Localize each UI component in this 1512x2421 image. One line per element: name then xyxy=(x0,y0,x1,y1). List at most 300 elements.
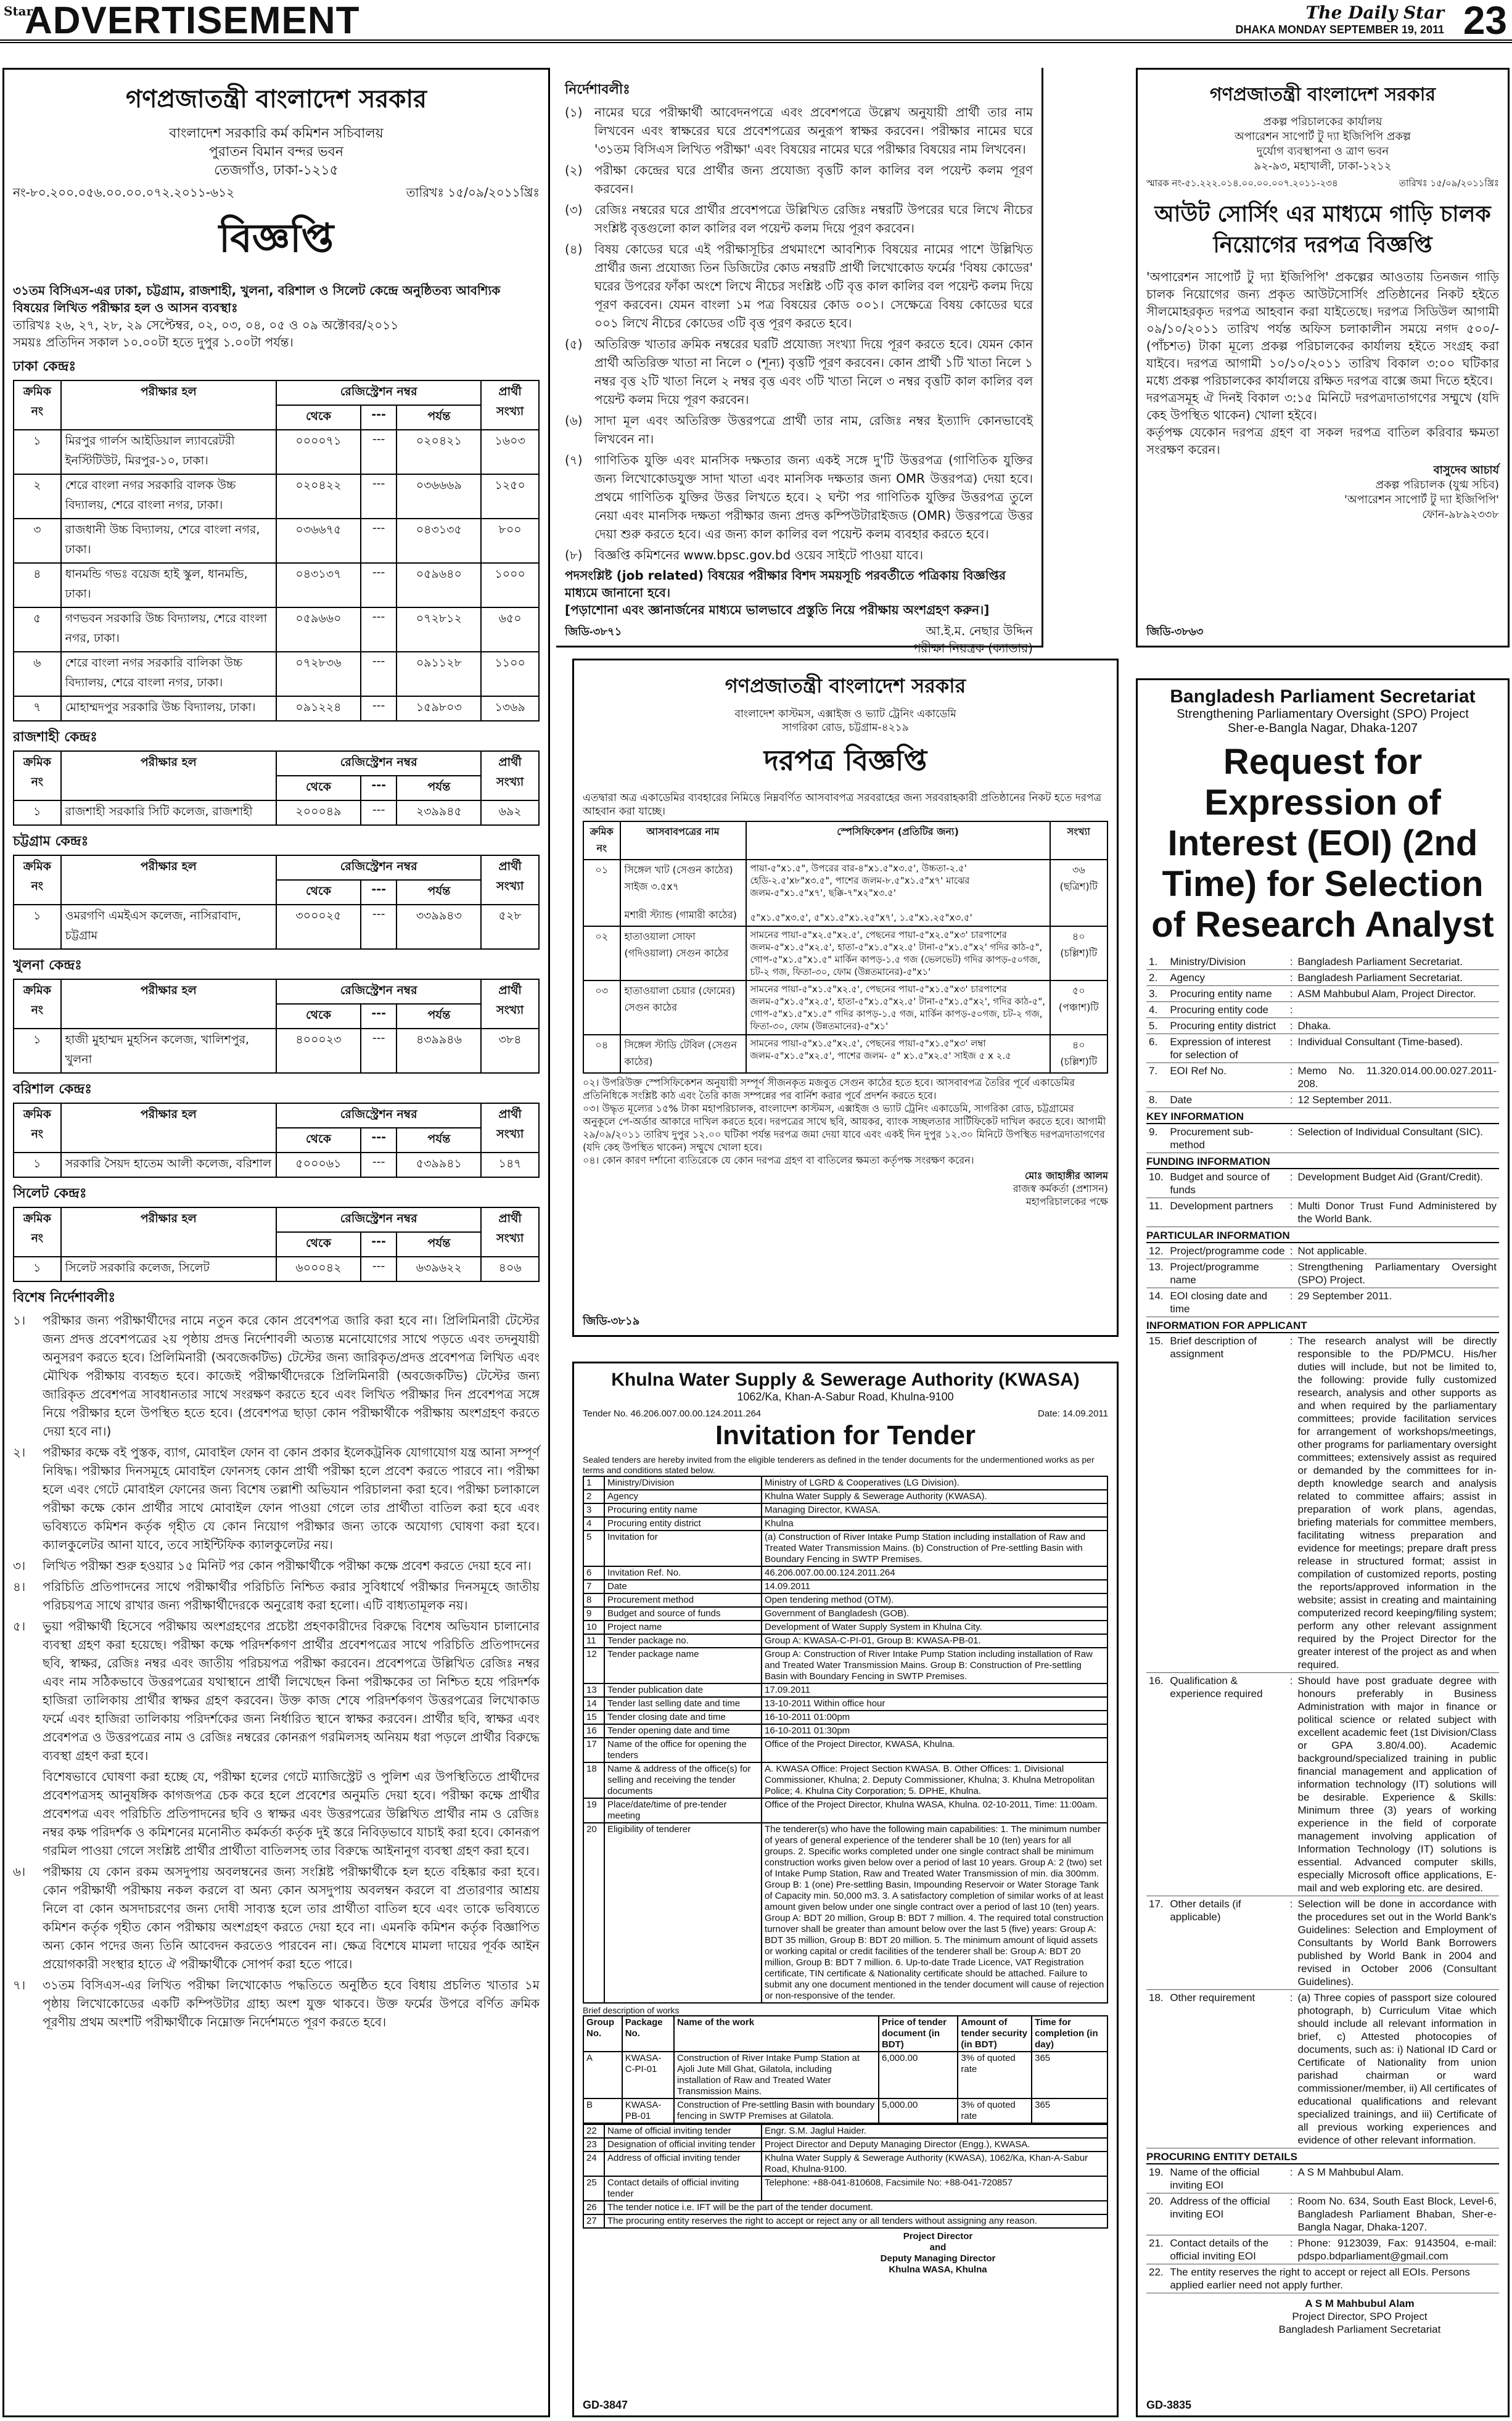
col-registration: রেজিস্ট্রেশন নম্বর xyxy=(276,380,481,405)
table-row xyxy=(1146,1063,1499,1092)
row-value: Not applicable. xyxy=(1296,1243,1499,1259)
dash-cell: --- xyxy=(361,607,397,652)
org-name: Khulna Water Supply & Sewerage Authority (KWASA) xyxy=(611,1370,1080,1390)
row-number: 18 xyxy=(583,1762,604,1798)
count-cell: ১২৫০ xyxy=(481,474,539,519)
col-hall: পরীক্ষার হল xyxy=(61,751,276,800)
item-number: ৫। xyxy=(13,1619,26,1634)
dash-cell: --- xyxy=(361,474,397,519)
table-row xyxy=(583,1798,1107,1823)
centre-name: বরিশাল কেন্দ্রঃ xyxy=(13,1082,92,1097)
dash-cell: --- xyxy=(361,905,397,949)
table-row xyxy=(1146,1018,1499,1034)
colon-separator: : xyxy=(1288,1990,1296,2148)
table-row xyxy=(583,2152,1107,2176)
dash-cell: --- xyxy=(361,563,397,607)
row-value: Khulna Water Supply & Sewerage Authority (KWASA). xyxy=(762,1490,1107,1503)
row-number: 9 xyxy=(583,1607,604,1621)
row-label: Place/date/time of pre-tender meeting xyxy=(604,1798,762,1823)
col-hall: পরীক্ষার হল xyxy=(61,979,276,1029)
col-serial: ক্রমিক নং xyxy=(14,1207,61,1257)
serial-cell: ০১ xyxy=(583,860,620,926)
table-row xyxy=(14,800,539,825)
signer-org: Bangladesh Parliament Secretariat xyxy=(1278,2324,1441,2335)
star-logo: Star xyxy=(4,4,33,18)
row-number: 25 xyxy=(583,2176,604,2201)
table-header-row xyxy=(14,1207,539,1232)
list-item xyxy=(565,200,1033,237)
col-candidates: প্রার্থী সংখ্যা xyxy=(481,979,539,1029)
item-text: ৩১তম বিসিএস-এর লিখিত পরীক্ষা লিখোকোড পদ্ধতিতে অনুষ্ঠিত হবে বিধায় প্রচলিত খাতার ১ম পৃষ্ঠায় লিখোকোডের একটি কম্পিউটার গ্রাহ্য অংশ যুক্ত থাকবে। উক্ত ফর্মের উপরে বর্ণিত ক্রমিক পূরণীয় প্রথম অংশটি পরীক্ষার্থীকে নিম্নোক্ত নির্দেশমতে পূরণ করতে হবে। xyxy=(43,1978,540,2029)
works-table xyxy=(583,2015,1108,2124)
hall-cell: শেরে বাংলা নগর সরকারি বালিকা উচ্চ বিদ্যালয়, শেরে বাংলা নগর, ঢাকা। xyxy=(61,652,276,696)
colon-separator: : xyxy=(1288,2193,1296,2235)
row-value: Ministry of LGRD & Cooperatives (LG Division). xyxy=(762,1476,1107,1490)
col-from: থেকে xyxy=(276,1128,361,1153)
to-cell: ০৭২৮১২ xyxy=(396,607,481,652)
centre-table xyxy=(13,979,540,1074)
row-label: Expression of interest for selection of xyxy=(1167,1034,1287,1063)
from-cell: ০০০০৭১ xyxy=(276,430,361,474)
memo-number: স্মারক নং-৫১.২২২.০১৪.০০.০০.০০৭.২০১১-২৩৪ xyxy=(1146,178,1338,189)
row-label: Contact details of official inviting tender xyxy=(604,2176,762,2201)
row-number: 1 xyxy=(583,1476,604,1490)
count-cell: ১৩৬৯ xyxy=(481,696,539,721)
item-text: বিজ্ঞপ্তি কমিশনের www.bpsc.gov.bd ওয়েব সাইটে পাওয়া যাবে। xyxy=(594,548,923,562)
list-item xyxy=(13,1577,540,1614)
works-cell: 3% of quoted rate xyxy=(958,2098,1032,2123)
row-label: Tender package name xyxy=(604,1648,762,1683)
colon-separator: : xyxy=(1288,1092,1296,1108)
bpsc-instructions-ad xyxy=(556,68,1043,656)
column-header: Time for completion (in day) xyxy=(1032,2016,1107,2052)
serial-cell: ১ xyxy=(14,1153,61,1177)
dash-cell: --- xyxy=(361,696,397,721)
count-cell: ৬৫০ xyxy=(481,607,539,652)
row-label: Address of official inviting tender xyxy=(604,2152,762,2176)
works-cell: 365 xyxy=(1032,2098,1107,2123)
notice-title: আউট সোর্সিং এর মাধ্যমে গাড়ি চালক নিয়োগের দরপত্র বিজ্ঞপ্তি xyxy=(1154,202,1491,258)
list-item xyxy=(13,1767,540,1860)
row-number: 24 xyxy=(583,2152,604,2176)
row-value: Individual Consultant (Time-based). xyxy=(1296,1034,1499,1063)
row-label: Project name xyxy=(604,1621,762,1634)
table-row xyxy=(583,1593,1107,1607)
colon-separator: : xyxy=(1288,1288,1296,1317)
table-row xyxy=(583,2214,1107,2228)
centre-name: রাজশাহী কেন্দ্রঃ xyxy=(13,730,97,745)
hall-cell: সিলেট সরকারি কলেজ, সিলেট xyxy=(61,1257,276,1281)
dash-cell: --- xyxy=(361,430,397,474)
row-value: A. KWASA Office: Project Section KWASA. B. Other Offices: 1. Divisional Commissioner, Khulna; 2. Deputy Commissioner, Khulna; 3. Khulna Metropolitan Police; 4. Khulna City Corporation; 5. DPHE, Khulna. xyxy=(762,1762,1107,1798)
table-row xyxy=(583,860,1107,926)
row-number: 7. xyxy=(1146,1063,1167,1092)
table-row xyxy=(583,2176,1107,2201)
column-header: Name of the work xyxy=(674,2016,879,2052)
table-row xyxy=(14,652,539,696)
serial-cell: ৪ xyxy=(14,563,61,607)
centre-name: চট্টগ্রাম কেন্দ্রঃ xyxy=(13,834,89,849)
item-number: (৭) xyxy=(565,453,583,467)
list-item xyxy=(565,451,1033,543)
memo-number: নং-৮০.২০০.০৫৬.০০.০০.০৭২.২০১১-৬১২ xyxy=(13,185,235,200)
count-cell: ৪০৬ xyxy=(481,1257,539,1281)
dash-cell: --- xyxy=(361,1153,397,1177)
row-label: Development partners xyxy=(1167,1198,1287,1227)
table-header-row xyxy=(583,2016,1107,2052)
col-candidates: প্রার্থী সংখ্যা xyxy=(481,380,539,430)
row-number: 20. xyxy=(1146,2193,1167,2235)
table-header-row xyxy=(14,855,539,880)
col-from: থেকে xyxy=(276,1232,361,1257)
item-text: সাদা মূল এবং অতিরিক্ত উত্তরপত্রে প্রার্থী তার নাম, রেজিঃ নম্বর ইত্যাদি কোনভাবেই লিখবেন না। xyxy=(594,413,1033,446)
row-label: Other requirement xyxy=(1167,1990,1287,2148)
to-cell: ০৯১১২৮ xyxy=(396,652,481,696)
centre-table xyxy=(13,855,540,950)
to-cell: ০২০৪২১ xyxy=(396,430,481,474)
colon-separator: : xyxy=(1288,1896,1296,1990)
row-value: ASM Mahbubul Alam, Project Director. xyxy=(1296,986,1499,1002)
row-label: Qualification & experience required xyxy=(1167,1673,1287,1896)
colon-separator: : xyxy=(1288,986,1296,1002)
signer-title: Project Director, SPO Project xyxy=(1292,2311,1428,2322)
colon-separator: : xyxy=(1288,1259,1296,1288)
signer-org: Khulna WASA, Khulna xyxy=(889,2264,987,2275)
colon-separator: : xyxy=(1288,1124,1296,1153)
col-registration: রেজিস্ট্রেশন নম্বর xyxy=(276,979,481,1004)
centre-name: খুলনা কেন্দ্রঃ xyxy=(13,958,82,973)
table-row xyxy=(1146,1034,1499,1063)
table-row xyxy=(14,696,539,721)
table-row xyxy=(583,1035,1107,1073)
item-number: (৫) xyxy=(565,337,583,351)
count-cell: ১১০০ xyxy=(481,652,539,696)
col-from: থেকে xyxy=(276,776,361,800)
quantity-cell: ৪০ (চল্লিশ)টি xyxy=(1050,1035,1108,1073)
table-row xyxy=(583,1762,1107,1798)
row-number: 4. xyxy=(1146,1002,1167,1018)
works-cell: 3% of quoted rate xyxy=(958,2052,1032,2098)
col-dash: --- xyxy=(361,405,397,430)
gd-number: জিডি-৩৮৬৩ xyxy=(1146,625,1204,638)
note: ০২। উপরিউক্ত স্পেসিফিকেশন অনুযায়ী সম্পূর্ণ সীজনকৃত মজবুত সেগুন কাঠের হতে হবে। আসবাবপত্র তৈরির পূর্বে একাডেমির প্রতিনিধিকে সংশ্লিষ্ট কাঠ এবং তৈরি কাজ সম্পন্নের পর বার্নিশ করার পূর্বে প্রদর্শন করতে হবে। xyxy=(583,1077,1075,1101)
table-row xyxy=(1146,970,1499,986)
row-number: 15 xyxy=(583,1711,604,1724)
table-row xyxy=(583,2098,1107,2123)
colon-separator: : xyxy=(1288,2164,1296,2193)
note: ০৩। উদ্ধৃত মূল্যের ১৫% টাকা মহাপরিচালক, বাংলাদেশ কাস্টমস, এক্সাইজ ও ভ্যাট ট্রেনিং একাডেমি, সাগরিকা রোড, চট্টগ্রামের অনুকূলে পে-অর্ডার আকারে দাখিল করতে হবে। দরপত্রের সাথে ছবি, আয়কর, ব্যাংক সচ্ছলতার সার্টিফিকেট দাখিল করতে হবে। আগামী ২৯/০৯/২০১১ তারিখ দুপুর ১২.০০ ঘটিকা পর্যন্ত দরপত্র জমা দেয়া যাবে এবং একই দিন দুপুর ১২.৩০ মিনিটে উপস্থিত দরপত্রদাতাগণের (যদি কেহ উপস্থিত থাকেন) সম্মুখে খোলা হবে। xyxy=(583,1103,1106,1153)
row-label: Eligibility of tenderer xyxy=(604,1823,762,2003)
works-cell: 365 xyxy=(1032,2052,1107,2098)
works-cell: 6,000.00 xyxy=(879,2052,958,2098)
hall-cell: ওমরগণি এমইএস কলেজ, নাসিরাবাদ, চট্টগ্রাম xyxy=(61,905,276,949)
row-number: 4 xyxy=(583,1517,604,1531)
table-row xyxy=(1146,1673,1499,1896)
count-cell: ৩৮৪ xyxy=(481,1029,539,1073)
from-cell: ৫০০০৬১ xyxy=(276,1153,361,1177)
eoi-funding-table xyxy=(1146,1169,1499,1227)
row-value: Office of the Project Director, KWASA, Khulna. xyxy=(762,1738,1107,1762)
item-name-cell: সিঙ্গেল স্টাডি টেবিল (সেগুন কাঠের) xyxy=(620,1035,746,1073)
column-header: Package No. xyxy=(622,2016,674,2052)
row-label: Contact details of the official inviting EOI xyxy=(1167,2235,1287,2264)
table-row xyxy=(583,1683,1107,1697)
table-row xyxy=(1146,986,1499,1002)
serial-cell: ১ xyxy=(14,430,61,474)
colon-separator: : xyxy=(1288,1034,1296,1063)
notice-intro: এতদ্বারা অত্র একাডেমির ব্যবহারের নিমিত্তে নিম্নবর্ণিত আসবাবপত্র সরবরাহের জন্য সরবরাহকারী প্রতিষ্ঠানের নিকট হতে দরপত্র আহবান করা যাচ্ছে। xyxy=(583,792,1102,818)
item-text: পরীক্ষার কক্ষে বই পুস্তক, ব্যাগ, মোবাইল ফোন বা কোন প্রকার ইলেকট্রনিক যোগাযোগ যন্ত্র আনা সম্পূর্ণ নিষিদ্ধ। পরীক্ষার দিনসমূহে মোবাইল ফোনসহ কোন প্রার্থী পরীক্ষা হলে প্রবেশ করতে পারবে না। পরীক্ষা হলে এবং গেটে মোবাইল ফোনের জন্য বিশেষ তল্লাশী অভিযান পরিচালনা করা হবে। পরীক্ষা চলাকালে পরীক্ষা কক্ষে কোন প্রার্থীর সাথে মোবাইল ফোন পাওয়া গেলে তার প্রার্থীতা বাতিল করা হবে এবং ভবিষ্যতে কমিশন কর্তৃক গৃহীত যে কোন নিয়োগ পরীক্ষার জন্য তাকে অযোগ্য ঘোষণা করা হবে। ক্যালকুলেটর আনা যাবে, তবে সাইন্টিফিক ক্যালকুলেটর নয়। xyxy=(43,1445,540,1552)
row-number: 11. xyxy=(1146,1198,1167,1227)
works-cell: 5,000.00 xyxy=(879,2098,958,2123)
table-row xyxy=(583,1531,1107,1566)
row-value: Government of Bangladesh (GOB). xyxy=(762,1607,1107,1621)
to-cell: ০৫৯৬৪০ xyxy=(396,563,481,607)
item-name-cell: সিঙ্গেল খাট (সেগুন কাঠের) সাইজ ৩.৫x৭ মশারী স্ট্যান্ড (গামারী কাঠের) xyxy=(620,860,746,926)
list-item xyxy=(565,103,1033,158)
col-candidates: প্রার্থী সংখ্যা xyxy=(481,1207,539,1257)
col-registration: রেজিস্ট্রেশন নম্বর xyxy=(276,1207,481,1232)
spec-cell: সামনের পায়া-৫"x১.৫"x২.৫', পেছনের পায়া-৫"x১.৫"x৩' চারপাশের জলম-৫"x১.৫"x২.৫', হাতা-৫"x১.৫"x২.৫' টানা-৫"x১.৫"x২', গদির কাঠ-৫", গোপ-৫"x১.৫"x১.৫" গদির কাপড়-১.৫ গজ, মার্কিন কাপড়-৫০গজ, চট-২ গজ, ফিতা-৩০, ফোম (উন্নতমানের)-৫"x১' xyxy=(746,980,1050,1035)
colon-separator: : xyxy=(1288,1243,1296,1259)
works-cell: KWASA-PB-01 xyxy=(622,2098,674,2123)
row-value: The research analyst will be directly responsible to the PD/PMCU. His/her duties will include, but not be limited to, the following: provide fully customized research, analysis and other supports as and when required by the parliamentary committees; provide facilitation services for arrangement of workshops/meetings, other programs for parliamentary oversight committees; extensively assist as required or demanded by the committees for in-depth knowledge search and analysis related to committee affairs; assist in preparation of work plans, agendas, briefing materials for committee members, facilitating witness preparation and evidence for meetings; prepare draft press release in structured format; assist in compilation of customized reports, posting the reports/approved information in the website; assist in creating and maintaining computerized record keeping/filing system; perform any other relevant assignment required by the Project Director for the greater interest of the project as and when required. xyxy=(1296,1333,1499,1673)
col-hall: পরীক্ষার হল xyxy=(61,380,276,430)
special-instructions xyxy=(13,1311,540,2031)
row-label: EOI closing date and time xyxy=(1167,1288,1287,1317)
quantity-cell: ৪০ (চল্লিশ)টি xyxy=(1050,926,1108,980)
instructions-list xyxy=(565,103,1033,564)
item-name-cell: হাতাওয়ালা সোফা (গদিওয়ালা) সেগুন কাঠের xyxy=(620,926,746,980)
hall-cell: গণভবন সরকারি উচ্চ বিদ্যালয়, শেরে বাংলা নগর, ঢাকা। xyxy=(61,607,276,652)
office-line: তেজগাঁও, ঢাকা-১২১৫ xyxy=(214,163,339,178)
gd-number: জিডি-৩৮১৯ xyxy=(583,1315,640,1327)
table-row xyxy=(583,1634,1107,1648)
org-address: 1062/Ka, Khan-A-Sabur Road, Khulna-9100 xyxy=(737,1391,954,1403)
notice-intro: ৩১তম বিসিএস-এর ঢাকা, চট্টগ্রাম, রাজশাহী, খুলনা, বরিশাল ও সিলেট কেন্দ্রে অনুষ্ঠিতব্য আবশ্যিক বিষয়ের লিখিত পরীক্ষার হল ও আসন ব্যবস্থাঃ xyxy=(13,283,501,315)
dateline: DHAKA MONDAY SEPTEMBER 19, 2011 xyxy=(1235,23,1444,36)
kwasa-tender-ad xyxy=(572,1362,1119,2417)
row-label: Ministry/Division xyxy=(1167,954,1287,970)
row-value: Bangladesh Parliament Secretariat. xyxy=(1296,954,1499,970)
colon-separator: : xyxy=(1288,970,1296,986)
row-label: The tender notice i.e. IFT will be the part of the tender document. xyxy=(604,2201,1107,2214)
row-number: 3. xyxy=(1146,986,1167,1002)
office-line: বাংলাদেশ কাস্টমস, এক্সাইজ ও ভ্যাট ট্রেনিং একাডেমি xyxy=(734,708,956,720)
col-from: থেকে xyxy=(276,880,361,905)
serial-cell: ৬ xyxy=(14,652,61,696)
section-title: ADVERTISEMENT xyxy=(25,0,360,42)
item-text: পরীক্ষার জন্য পরীক্ষার্থীদের নামে নতুন করে কোন প্রবেশপত্র জারি করা হবে না। প্রিলিমিনারী টেস্টের জন্য প্রদত্ত প্রবেশপত্রের ২য় পৃষ্ঠায় প্রদত্ত নির্দেশাবলী অত্যন্ত মনোযোগের সাথে পড়তে এবং তদনুযায়ী অনুসরণ করতে হবে। প্রিলিমিনারী (অবজেকটিভ) টেস্টের জন্য জারিকৃত/প্রদত্ত প্রবেশপত্র লিখিত এবং মৌখিক পরীক্ষায় ব্যবহৃত হবে। কাজেই পরীক্ষার্থীদেরকে প্রিলিমিনারী (অবজেকটিভ) টেস্টের জন্য জারিকৃত প্রবেশপত্র সাবধানতার সাথে সংরক্ষণ করতে হবে এবং লিখিত পরীক্ষার দিন প্রবেশপত্র সঙ্গে নিয়ে পরীক্ষার হলে উপস্থিত হতে হবে। (প্রবেশপত্র ছাড়া কোন পরীক্ষার্থীকে পরীক্ষায় অংশগ্রহণ করতে দেয়া হবে না।) xyxy=(43,1313,540,1439)
table-row xyxy=(583,1517,1107,1531)
column-header: আসবাবপত্রের নাম xyxy=(620,821,746,860)
colon-separator: : xyxy=(1288,1333,1296,1673)
table-row xyxy=(583,1711,1107,1724)
item-text: বিষয় কোডের ঘরে এই পরীক্ষাসূচির প্রথমাংশে আবশ্যিক বিষয়ের নামের পাশে উল্লিখিত প্রার্থীর জন্য প্রযোজ্য তিন ডিজিটের কোড নম্বরটি প্রার্থী লিখোকোড ফর্মের 'বিষয় কোডের' ঘরের উপরের ফাঁকা অংশে লিখে নীচের সংশ্লিষ্ট ৩টি বৃত্ত কাল কালির বল পয়েন্ট কলম দিয়ে পূরণ করবেন। যেমন বাংলা ১ম পত্র বিষয়ের কোড ০০১। সেক্ষেত্রে বিষয় কোডের ঘরে ০০১ লিখে নীচের কোডের ৩টি বৃত্ত পূরণ করতে হবে। xyxy=(594,242,1033,331)
centre-table xyxy=(13,380,540,721)
row-value: Office of the Project Director, Khulna WASA, Khulna. 02-10-2011, Time: 11:00am. xyxy=(762,1798,1107,1823)
hall-cell: রাজধানী উচ্চ বিদ্যালয়, শেরে বাংলা নগর, ঢাকা। xyxy=(61,519,276,563)
table-row xyxy=(583,1490,1107,1503)
serial-cell: ১ xyxy=(14,905,61,949)
table-row xyxy=(1146,1333,1499,1673)
row-label: Tender package no. xyxy=(604,1634,762,1648)
table-row xyxy=(14,474,539,519)
signer-org: মহাপরিচালকের পক্ষে xyxy=(1025,1196,1108,1207)
table-header-row xyxy=(14,380,539,405)
row-number: 16 xyxy=(583,1724,604,1738)
count-cell: ১০০০ xyxy=(481,563,539,607)
row-number: 2 xyxy=(583,1490,604,1503)
row-value: 16-10-2011 01:00pm xyxy=(762,1711,1107,1724)
count-cell: ৫২৮ xyxy=(481,905,539,949)
list-item xyxy=(565,411,1033,448)
item-text: ভুয়া পরীক্ষার্থী হিসেবে পরীক্ষায় অংশগ্রহণের প্রচেষ্টা প্রহণকারীদের বিরুদ্ধে বিশেষ অভিযান চালানোর ব্যবস্থা গ্রহণ করা হয়েছে। পরীক্ষা কক্ষে পরিদর্শকগণ প্রার্থীর প্রবেশপত্রের সাথে পরিচিতি প্রতিপাদনের ছবি, স্বাক্ষর, রেজিঃ নম্বর এবং জাতীয় পরিচয়পত্র পরীক্ষা করবেন। প্রবেশপত্রে উল্লিখিত রেজিঃ নম্বর এবং নাম সঠিকভাবে উত্তরপত্রের যথাস্থানে প্রার্থী লিখেছেন কিনা পরীক্ষকের তা নিশ্চিত হয়ে পরিদর্শক হাজিরা তালিকায় প্রার্থীর স্বাক্ষর গ্রহণ করবেন। উক্ত কাজ শেষে পরিদর্শকগণ উত্তরপত্রের লিখোকাড ফর্মে এবং হাজিরা তালিকায় পরিদর্শকের জন্য নির্ধারিত স্থানে স্বাক্ষর করবেন। প্রার্থীর ছবি, স্বাক্ষর এবং প্রবেশপত্র ও উত্তরপত্রের নাম ও রেজিঃ নম্বরের কোনরূপ গরমিলসহ অনিয়ম ধরা পড়লে প্রার্থীর বিরুদ্ধে ব্যবস্থা গ্রহণ করা হবে। xyxy=(43,1619,540,1763)
row-label: Procurement sub-method xyxy=(1167,1124,1287,1153)
table-row xyxy=(14,1153,539,1177)
row-value: 13-10-2011 Within office hour xyxy=(762,1697,1107,1711)
serial-cell: ১ xyxy=(14,800,61,825)
row-number: 5 xyxy=(583,1531,604,1566)
list-item xyxy=(565,546,1033,564)
col-hall: পরীক্ষার হল xyxy=(61,1103,276,1153)
row-label: Address of the official inviting EOI xyxy=(1167,2193,1287,2235)
driver-outsourcing-ad xyxy=(1136,68,1510,647)
eoi-applicant-table xyxy=(1146,1333,1499,2148)
from-cell: ০২০৪২২ xyxy=(276,474,361,519)
page-number: 23 xyxy=(1463,0,1507,43)
column-header: স্পেসিফিকেশন (প্রতিটির জন্য) xyxy=(746,821,1050,860)
row-label: Name of the office for opening the tenders xyxy=(604,1738,762,1762)
item-number: ৩। xyxy=(13,1558,26,1573)
row-label: Project/programme name xyxy=(1167,1259,1287,1288)
signer-title: and xyxy=(929,2242,947,2253)
instructions-title: নির্দেশাবলীঃ xyxy=(565,82,630,97)
row-value: Selection will be done in accordance with the procedures set out in the World Bank's Guidelines: Selection and Employment of Consultants by World Bank Borrowers published by World Bank in 2004 and revised in October 2006 (Consultant Guidelines). xyxy=(1296,1896,1499,1990)
list-item xyxy=(565,240,1033,332)
row-number: 14. xyxy=(1146,1288,1167,1317)
table-row xyxy=(583,1697,1107,1711)
table-row xyxy=(1146,1896,1499,1990)
from-cell: ০৯১২২৪ xyxy=(276,696,361,721)
item-number: (২) xyxy=(565,163,583,178)
row-number: 8. xyxy=(1146,1092,1167,1108)
col-candidates: প্রার্থী সংখ্যা xyxy=(481,751,539,800)
table-row xyxy=(583,2052,1107,2098)
gd-number: GD-3847 xyxy=(583,2399,628,2411)
row-label: EOI Ref No. xyxy=(1167,1063,1287,1092)
table-row xyxy=(583,980,1107,1035)
table-row xyxy=(14,1029,539,1073)
row-number: 10 xyxy=(583,1621,604,1634)
table-row xyxy=(583,1738,1107,1762)
row-label: Date xyxy=(604,1580,762,1593)
item-number: ২। xyxy=(13,1445,26,1460)
row-number: 2. xyxy=(1146,970,1167,986)
row-number: 13. xyxy=(1146,1259,1167,1288)
table-row xyxy=(1146,1243,1499,1259)
to-cell: ৬৩৯৬২২ xyxy=(396,1257,481,1281)
row-label: Tender closing date and time xyxy=(604,1711,762,1724)
count-cell: ১৬০৩ xyxy=(481,430,539,474)
table-row xyxy=(14,905,539,949)
govt-heading: গণপ্রজাতন্ত্রী বাংলাদেশ সরকার xyxy=(126,85,427,113)
row-number: 5. xyxy=(1146,1018,1167,1034)
serial-cell: ০৩ xyxy=(583,980,620,1035)
row-label: Invitation Ref. No. xyxy=(604,1566,762,1580)
office-line: প্রকল্প পরিচালকের কার্যালয় xyxy=(1263,115,1383,128)
row-value: Telephone: +88-041-810608, Facsimile No: +88-041-720857 xyxy=(762,2176,1107,2201)
from-cell: ৩০০০২৫ xyxy=(276,905,361,949)
colon-separator: : xyxy=(1288,954,1296,970)
table-row xyxy=(1146,1002,1499,1018)
item-number: ৬। xyxy=(13,1864,26,1879)
row-label: Procuring entity district xyxy=(1167,1018,1287,1034)
hall-cell: মোহাম্মদপুর সরকারি উচ্চ বিদ্যালয়, ঢাকা। xyxy=(61,696,276,721)
list-item xyxy=(13,1976,540,2031)
centre-table xyxy=(13,1207,540,1282)
item-text: পরীক্ষা কেন্দ্রের ঘরে প্রার্থীর জন্য প্রযোজ্য বৃত্তটি কাল কালির বল পয়েন্ট কলম পূরণ করবেন। xyxy=(594,163,1033,196)
row-label: Name of the official inviting EOI xyxy=(1167,2164,1287,2193)
row-label: Date xyxy=(1167,1092,1287,1108)
furniture-tender-ad xyxy=(572,659,1119,1337)
gd-number: GD-3835 xyxy=(1146,2399,1192,2411)
tender-contact-table xyxy=(583,2124,1108,2229)
item-number: ৪। xyxy=(13,1579,26,1594)
works-cell: A xyxy=(583,2052,622,2098)
page-header xyxy=(0,0,1512,43)
row-label: Budget and source of funds xyxy=(604,1607,762,1621)
table-row xyxy=(583,2124,1107,2138)
table-row xyxy=(14,430,539,474)
colon-separator: : xyxy=(1288,1002,1296,1018)
eoi-particular-table xyxy=(1146,1243,1499,1317)
list-item xyxy=(13,1311,540,1441)
row-label: Procuring entity code xyxy=(1167,1002,1287,1018)
to-cell: ৩৩৯৯৪৩ xyxy=(396,905,481,949)
list-item xyxy=(565,161,1033,198)
section-heading: FUNDING INFORMATION xyxy=(1146,1156,1499,1169)
row-value: Selection of Individual Consultant (SIC). xyxy=(1296,1124,1499,1153)
table-row xyxy=(583,1503,1107,1517)
row-label: Designation of official inviting tender xyxy=(604,2138,762,2152)
item-number: ৭। xyxy=(13,1978,26,1992)
notice-title: Invitation for Tender xyxy=(715,1420,976,1450)
list-item xyxy=(13,1556,540,1575)
table-row xyxy=(1146,1092,1499,1108)
section-heading: KEY INFORMATION xyxy=(1146,1111,1499,1124)
col-to: পর্যন্ত xyxy=(396,880,481,905)
row-number: 26 xyxy=(583,2201,604,2214)
from-cell: ২০০০৪৯ xyxy=(276,800,361,825)
table-row xyxy=(1146,2193,1499,2235)
col-to: পর্যন্ত xyxy=(396,1004,481,1029)
list-item xyxy=(13,1443,540,1554)
centre-name: ঢাকা কেন্দ্রঃ xyxy=(13,359,76,374)
office-line: সাগরিকা রোড, চট্টগ্রাম-৪২১৯ xyxy=(782,721,909,734)
colon-separator: : xyxy=(1288,1673,1296,1896)
row-value: Group A: Construction of River Intake Pump Station including installation of Raw and Treated Water Transmission Mains. Group B: Construction of Pre-settling Basin with Boundary Fencing in SWTP Premises. xyxy=(762,1648,1107,1683)
to-cell: ১৫৯৮০৩ xyxy=(396,696,481,721)
works-cell: Construction of Pre-settling Basin with boundary fencing in SWTP Premises at Gilatola. xyxy=(674,2098,879,2123)
table-row xyxy=(583,1621,1107,1634)
exam-centres xyxy=(13,356,540,1282)
list-item xyxy=(13,1617,540,1765)
table-row xyxy=(583,1607,1107,1621)
row-label: Other details (if applicable) xyxy=(1167,1896,1287,1990)
row-value: The tenderer(s) who have the following main capabilities: 1. The minimum number of years of general experience of the tenderer shall be 10 (ten) years for all groups. 2. Specific works completed under one single contract shall be minimum construction works given below over a period of last 10 years. Group A: 2 (two) set of Intake Pump Station, Raw and Treated Water Transmission of min. dia 300mm. Group B: 1 (one) Pre-settling Basin, Impounding Reservoir or Water Storage Tank of Capacity min. 50,000 m3. 3. A satisfactory completion of similar works of at least amount given below under one single contract over a period of last 10 (ten) years. Group A: BDT 20 million, Group B: BDT 7 million. 4. The required total construction turnover shall be greater than amount below over the last 5 (five) years: Group A: BDT 35 million, Group B: BDT 20 million. 5. The minimum amount of liquid assets or working capital or credit facilities of the tenderer shall be: Group A: BDT 20 million, Group B: BDT 7 million. 6. Up-to-date Trade Licence, VAT Registration certificate, TIN certificate & Nationality certificate should be attached. Failure to submit any one document mentioned in the tender document will cause of rejection or non-responsive of the tender. xyxy=(762,1823,1107,2003)
from-cell: ৬০০০৪২ xyxy=(276,1257,361,1281)
